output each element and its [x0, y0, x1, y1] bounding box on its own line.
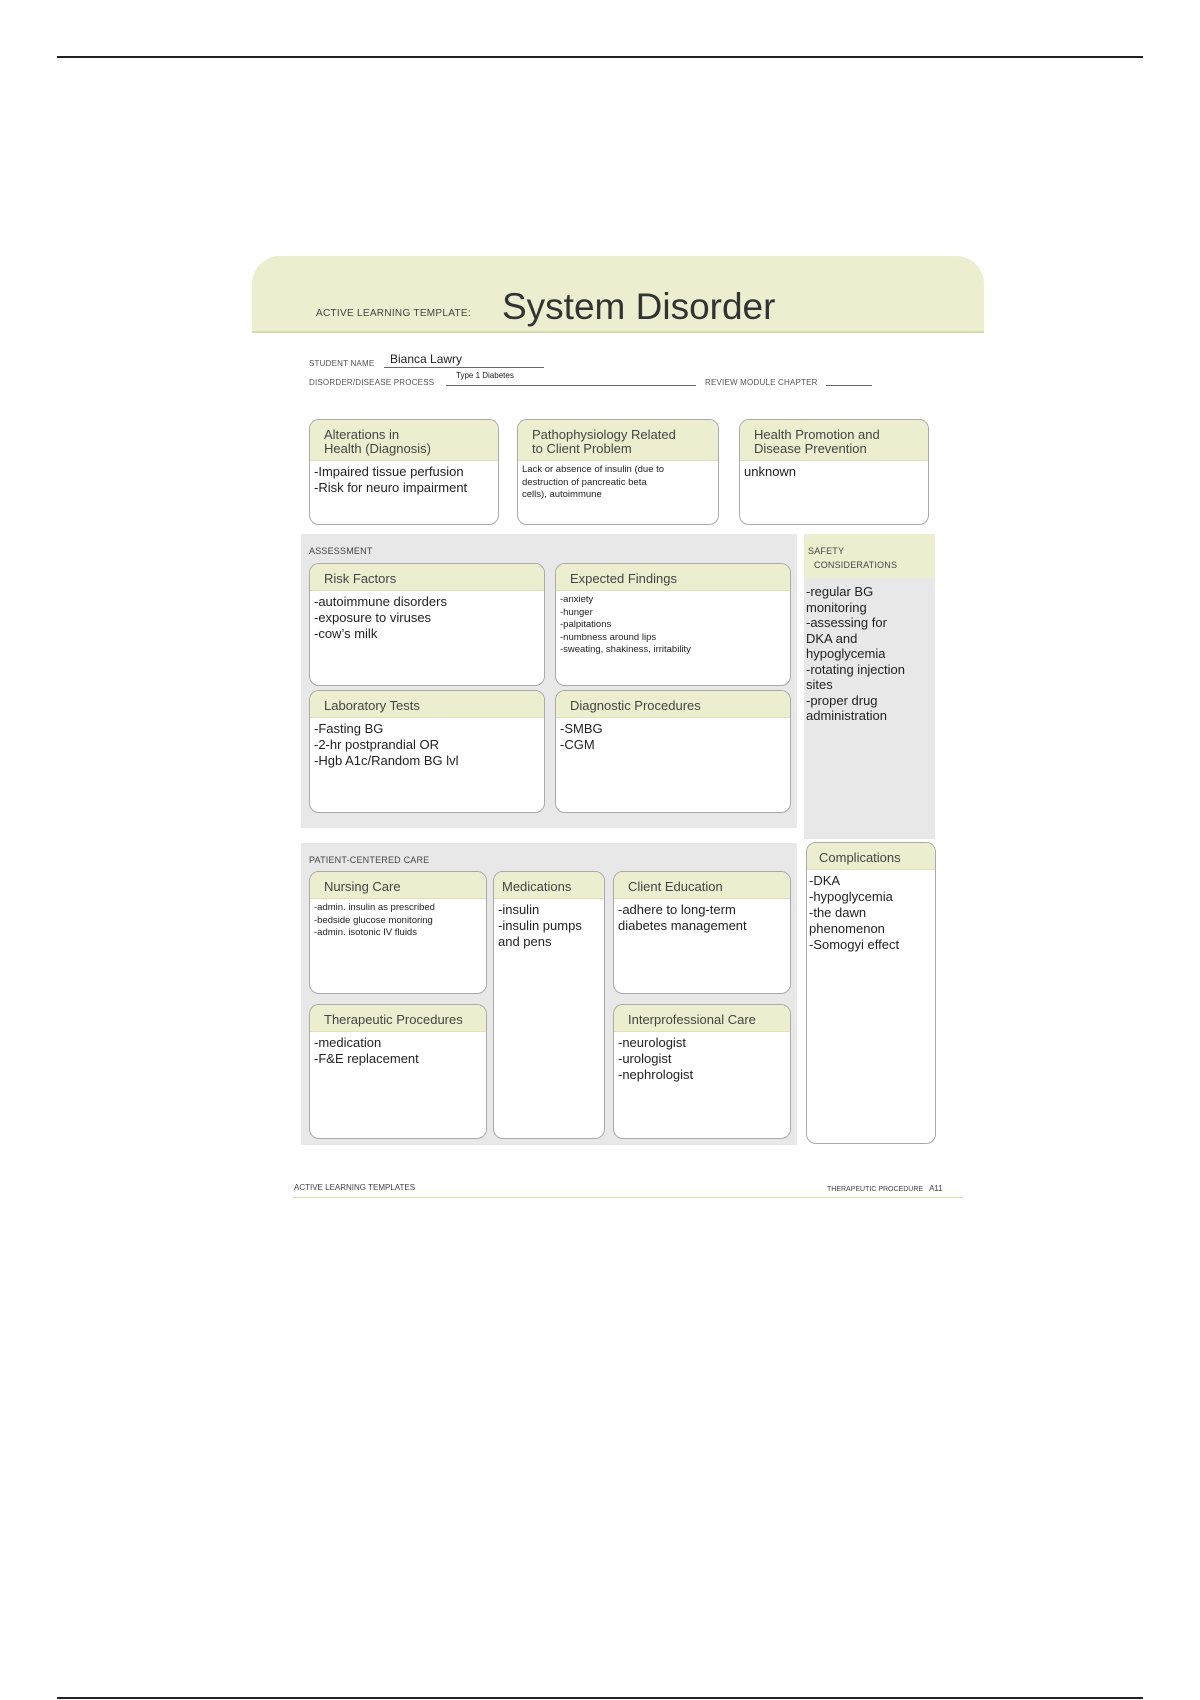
- review-module-line: [826, 373, 872, 386]
- therapeutic-procedures-heading: Therapeutic Procedures: [310, 1005, 486, 1032]
- diagnostic-procedures-body: -SMBG -CGM: [560, 721, 603, 752]
- pathophysiology-body: Lack or absence of insulin (due to destruction of pancreatic beta cells), autoimmune: [522, 464, 665, 500]
- assessment-label: ASSESSMENT: [309, 546, 373, 556]
- patient-centered-care-label: PATIENT-CENTERED CARE: [309, 855, 430, 865]
- pathophysiology-heading: Pathophysiology Related to Client Problem: [518, 420, 718, 461]
- risk-factors-heading: Risk Factors: [310, 564, 544, 591]
- patient-centered-care-panel: [301, 843, 797, 1145]
- safety-considerations-body: -regular BG monitoring -assessing for DKA and hypoglycemia -rotating injection sites -proper drug administration: [806, 584, 905, 723]
- medications-body: -insulin -insulin pumps and pens: [498, 902, 582, 949]
- interprofessional-care-heading: Interprofessional Care: [614, 1005, 790, 1032]
- safety-heading-line1: SAFETY: [808, 546, 845, 556]
- bottom-rule: [57, 1697, 1143, 1699]
- alterations-in-health-body: -Impaired tissue perfusion -Risk for neuro impairment: [314, 464, 468, 495]
- therapeutic-procedures-box: [309, 1004, 487, 1139]
- pathophysiology-box: [517, 419, 719, 525]
- laboratory-tests-box: [309, 690, 545, 813]
- health-promotion-heading: Health Promotion and Disease Prevention: [740, 420, 928, 461]
- safety-considerations-heading: [804, 534, 935, 578]
- student-name-label: STUDENT NAME: [309, 359, 375, 368]
- template-title: System Disorder: [502, 286, 776, 327]
- expected-findings-body: -anxiety -hunger -palpitations -numbness around lips -sweating, shakiness, irritability: [560, 594, 691, 655]
- medications-box: [493, 871, 605, 1139]
- template-label: ACTIVE LEARNING TEMPLATE:: [316, 308, 471, 319]
- client-education-heading: Client Education: [614, 872, 790, 899]
- risk-factors-box: [309, 563, 545, 686]
- student-name-value: Bianca Lawry: [390, 352, 463, 366]
- laboratory-tests-body: -Fasting BG -2-hr postprandial OR -Hgb A1c/Random BG lvl: [314, 721, 459, 768]
- medications-heading: Medications: [494, 872, 604, 899]
- diagnostic-procedures-box: [555, 690, 791, 813]
- risk-factors-body: -autoimmune disorders -exposure to viruses -cow’s milk: [314, 594, 447, 641]
- interprofessional-care-box: [613, 1004, 791, 1139]
- review-module-label: REVIEW MODULE CHAPTER: [705, 378, 818, 387]
- footer-right: [827, 1184, 943, 1193]
- alterations-in-health-heading: Alterations in Health (Diagnosis): [310, 420, 498, 461]
- expected-findings-heading: Expected Findings: [556, 564, 790, 591]
- footer-right-text: THERAPEUTIC PROCEDURE: [827, 1186, 924, 1193]
- top-rule: [57, 56, 1143, 58]
- health-promotion-box: [739, 419, 929, 525]
- expected-findings-box: [555, 563, 791, 686]
- interprofessional-care-body: -neurologist -urologist -nephrologist: [618, 1035, 694, 1082]
- nursing-care-body: -admin. insulin as prescribed -bedside glucose monitoring -admin. isotonic IV fluids: [314, 902, 435, 938]
- disorder-value: Type 1 Diabetes: [456, 371, 514, 380]
- safety-considerations-panel: [804, 534, 935, 839]
- disorder-label: DISORDER/DISEASE PROCESS: [309, 378, 435, 387]
- assessment-panel: [301, 534, 797, 828]
- laboratory-tests-heading: Laboratory Tests: [310, 691, 544, 718]
- complications-body: -DKA -hypoglycemia -the dawn phenomenon -Somogyi effect: [809, 873, 900, 952]
- therapeutic-procedures-body: -medication -F&E replacement: [314, 1035, 419, 1066]
- alterations-in-health-box: [309, 419, 499, 525]
- active-learning-template: [252, 256, 984, 1201]
- complications-box: [806, 842, 936, 1144]
- nursing-care-heading: Nursing Care: [310, 872, 486, 899]
- client-education-body: -adhere to long-term diabetes management: [618, 902, 747, 933]
- safety-heading-line2: CONSIDERATIONS: [814, 560, 898, 570]
- client-education-box: [613, 871, 791, 994]
- complications-heading: Complications: [807, 843, 935, 870]
- footer-page-number: A11: [929, 1184, 943, 1193]
- footer-left-text: ACTIVE LEARNING TEMPLATES: [294, 1183, 416, 1192]
- nursing-care-box: [309, 871, 487, 994]
- template-header: [252, 256, 984, 333]
- footer-rule: [294, 1197, 962, 1198]
- diagnostic-procedures-heading: Diagnostic Procedures: [556, 691, 790, 718]
- health-promotion-body: unknown: [744, 464, 797, 479]
